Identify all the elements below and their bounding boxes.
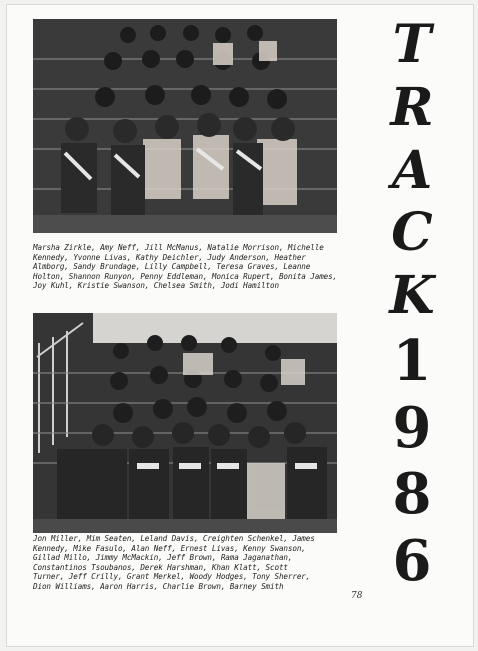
title-digit: 6: [392, 528, 432, 594]
title-digit: 1: [392, 327, 432, 394]
yearbook-page: [6, 4, 474, 647]
title-letter: K: [389, 265, 435, 326]
track-1986-title: [367, 14, 457, 594]
girls-team-photo: [33, 19, 337, 233]
boys-team-photo-graphic: [33, 313, 337, 533]
title-letter: C: [391, 202, 433, 264]
girls-team-caption: Marsha Zirkle, Amy Neff, Jill McManus, Natalie Morrison, Michelle Kennedy, Yvonne Livas, Kathy Deichler, Judy Anderson, Heather Almborg, Sandy Brundage, Lilly Campbell, Teresa Graves, Leanne Holton, Shannon Runyon, Penny Eddleman, Monica Rupert, Bonita James, Joy Kuhl, Kristie Swanson, Chelsea Smith, Jodi Hamilton: [33, 243, 338, 291]
title-letter: R: [390, 76, 434, 138]
boys-team-caption: Jon Miller, Mim Seaten, Leland Davis, Creighten Schenkel, James Kennedy, Mike Fasulo, Alan Neff, Ernest Livas, Kenny Swanson, Gillad Millo, Jimmy McMackin, Jeff Brown, Rama Jaganathan, Constantinos Tsoubanos, Derek Harshman, Khan Klatt, Scott Turner, Jeff Crilly, Grant Merkel, Woody Hodges, Tony Sherrer, Dion Williams, Aaron Harris, Charlie Brown, Barney Smith: [33, 534, 315, 591]
girls-team-photo-graphic: [33, 19, 337, 233]
title-letter: A: [391, 139, 433, 201]
title-letter: T: [392, 14, 432, 75]
boys-team-photo: [33, 313, 337, 533]
title-digit: 8: [392, 461, 432, 528]
page-number: 78: [351, 591, 363, 601]
title-digit: 9: [392, 394, 432, 461]
